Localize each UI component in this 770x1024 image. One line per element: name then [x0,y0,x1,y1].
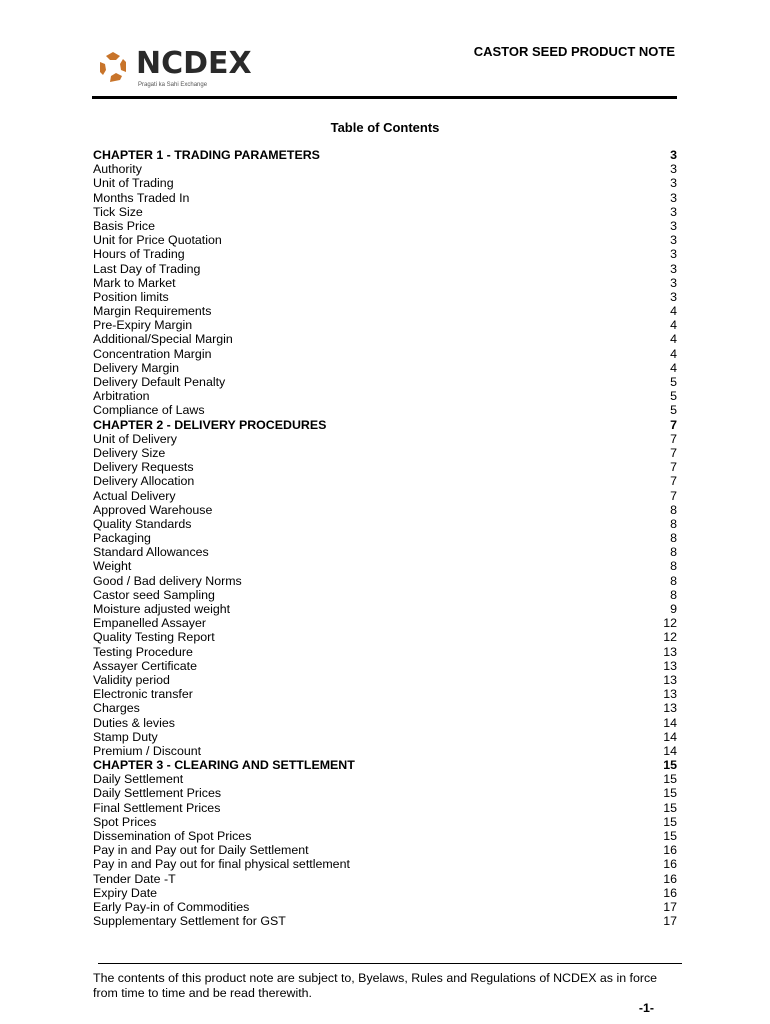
logo-tagline: Pragati ka Sahi Exchange [138,82,208,88]
toc-entry-page: 3 [670,162,677,177]
toc-entry[interactable] [93,815,677,829]
toc-entry-label: Pay in and Pay out for final physical settlement [93,857,350,872]
toc-entry[interactable] [93,219,677,233]
toc-entry[interactable] [93,857,677,871]
toc-entry-page: 3 [670,176,677,191]
toc-entry[interactable] [93,886,677,900]
toc-entry-label: Stamp Duty [93,729,158,744]
toc-entry-page: 5 [670,403,677,418]
toc-entry[interactable] [93,687,677,701]
toc-entry[interactable] [93,716,677,730]
toc-entry-page: 8 [670,545,677,560]
toc-entry-page: 4 [670,346,677,361]
toc-entry-label: Quality Testing Report [93,630,215,645]
toc-entry-page: 4 [670,360,677,375]
toc-entry[interactable] [93,900,677,914]
toc-entry[interactable] [93,332,677,346]
toc-entry-page: 15 [663,800,677,815]
toc-entry[interactable] [93,872,677,886]
toc-entry-label: Assayer Certificate [93,658,197,673]
toc-entry[interactable] [93,517,677,531]
toc-entry-page: 3 [670,261,677,276]
toc-entry-label: Castor seed Sampling [93,587,215,602]
toc-entry[interactable] [93,786,677,800]
toc-entry[interactable] [93,914,677,928]
toc-entry[interactable] [93,772,677,786]
toc-entry-page: 9 [670,602,677,616]
toc-entry-label: Pre-Expiry Margin [93,318,193,333]
toc-entry-page: 15 [663,758,677,773]
toc-entry[interactable] [93,701,677,715]
toc-entry-page: 17 [663,914,677,929]
toc-entry[interactable] [93,205,677,219]
toc-entry[interactable] [93,162,677,176]
toc-entry-label: Delivery Size [93,445,166,460]
toc-entry[interactable] [93,446,677,460]
ncdex-emblem-icon [96,50,130,84]
toc-entry-label: Unit of Trading [93,176,174,191]
toc-entry-page: 3 [670,289,677,304]
toc-entry-page: 8 [670,573,677,588]
toc-entry-page: 17 [663,899,677,914]
toc-entry[interactable] [93,588,677,602]
toc-entry-label: Last Day of Trading [93,261,201,276]
toc-entry-label: Compliance of Laws [93,403,205,418]
toc-entry-label: Electronic transfer [93,687,193,702]
toc-entry-page: 3 [670,190,677,205]
toc-entry-label: Mark to Market [93,275,176,290]
toc-entry-label: Standard Allowances [93,545,209,560]
toc-entry[interactable] [93,673,677,687]
toc-entry-label: Quality Standards [93,516,192,531]
toc-heading: Table of Contents [330,120,440,135]
toc-entry[interactable] [93,304,677,318]
toc-entry-page: 14 [663,715,677,730]
toc-entry-label: Premium / Discount [93,743,202,758]
toc-entry-page: 5 [670,389,677,404]
toc-entry-label: Concentration Margin [93,346,212,361]
toc-entry[interactable] [93,403,677,417]
toc-entry[interactable] [93,432,677,446]
toc-entry[interactable] [93,829,677,843]
toc-entry-page: 8 [670,531,677,546]
toc-entry[interactable] [93,616,677,630]
toc-entry-page: 13 [663,687,677,702]
logo-wordmark: NCDEX [136,46,252,81]
page-number: -1- [638,1001,654,1015]
toc-entry[interactable] [93,531,677,545]
toc-entry-page: 15 [663,772,677,787]
toc-entry-label: Margin Requirements [93,304,212,319]
toc-entry[interactable] [93,843,677,857]
toc-entry-label: Good / Bad delivery Norms [93,573,242,588]
toc-entry-page: 16 [663,871,677,886]
toc-entry[interactable] [93,630,677,644]
toc-entry-page: 7 [670,445,677,460]
toc-entry[interactable] [93,744,677,758]
toc-entry-page: 13 [663,672,677,687]
toc-entry-label: Supplementary Settlement for GST [93,914,286,929]
toc-entry-label: Unit for Price Quotation [93,233,222,248]
ncdex-logo [92,44,252,94]
toc-entry-page: 8 [670,516,677,531]
toc-entry-label: Weight [93,559,132,574]
toc-entry-page: 7 [670,488,677,503]
toc-entry-label: Actual Delivery [93,488,176,503]
toc-entry-page: 3 [670,218,677,233]
toc-entry[interactable] [93,318,677,332]
toc-entry-label: Validity period [93,672,170,687]
toc-entry-label: Basis Price [93,218,155,233]
toc-entry-page: 16 [663,857,677,872]
toc-entry-label: Approved Warehouse [93,502,213,517]
toc-entry-label: Duties & levies [93,715,175,730]
toc-entry-label: Tick Size [93,204,143,219]
toc-entry-page: 12 [663,616,677,631]
toc-entry[interactable] [93,801,677,815]
toc-entry-page: 15 [663,829,677,843]
toc-entry-label: Delivery Default Penalty [93,375,226,389]
toc-entry-label: Delivery Allocation [93,474,195,489]
toc-entry[interactable] [93,602,677,616]
toc-entry-label: Unit of Delivery [93,431,178,446]
toc-entry[interactable] [93,730,677,744]
toc-entry-page: 13 [663,644,677,659]
toc-entry-label: CHAPTER 1 - TRADING PARAMETERS [93,148,320,162]
toc-entry-page: 8 [670,587,677,602]
table-of-contents [93,148,677,928]
toc-entry-label: Packaging [93,531,151,546]
toc-entry-page: 4 [670,332,677,347]
toc-entry[interactable] [93,247,677,261]
footer-divider [98,963,682,964]
toc-chapter-entry[interactable] [93,148,677,162]
toc-entry[interactable] [93,489,677,503]
toc-entry-page: 12 [663,630,677,645]
toc-entry-page: 8 [670,502,677,517]
toc-entry[interactable] [93,474,677,488]
toc-entry-page: 3 [670,148,677,162]
toc-entry[interactable] [93,290,677,304]
toc-entry[interactable] [93,645,677,659]
toc-entry-label: Daily Settlement Prices [93,786,222,801]
toc-entry-page: 3 [670,247,677,262]
toc-entry[interactable] [93,545,677,559]
toc-entry-label: Testing Procedure [93,644,193,659]
toc-entry-label: Delivery Margin [93,360,180,375]
toc-entry-page: 7 [670,460,677,475]
toc-entry[interactable] [93,460,677,474]
document-title: CASTOR SEED PRODUCT NOTE [473,44,675,59]
toc-entry-page: 3 [670,233,677,248]
toc-entry-label: Charges [93,701,140,716]
toc-entry[interactable] [93,559,677,573]
toc-entry-label: Arbitration [93,389,150,404]
page-header [92,40,677,98]
toc-entry[interactable] [93,176,677,190]
toc-entry[interactable] [93,375,677,389]
toc-entry-page: 4 [670,304,677,319]
toc-entry-label: Spot Prices [93,814,157,829]
toc-entry-page: 3 [670,275,677,290]
toc-entry[interactable] [93,361,677,375]
toc-entry-page: 14 [663,729,677,744]
toc-entry-label: Expiry Date [93,885,158,900]
toc-entry-page: 15 [663,786,677,801]
toc-entry-page: 7 [670,474,677,489]
toc-entry-page: 5 [670,375,677,389]
toc-entry-label: Moisture adjusted weight [93,602,231,616]
toc-entry-label: Authority [93,162,142,177]
toc-entry-label: Additional/Special Margin [93,332,233,347]
toc-entry[interactable] [93,574,677,588]
toc-entry-page: 15 [663,814,677,829]
toc-entry-label: CHAPTER 2 - DELIVERY PROCEDURES [93,417,327,432]
toc-chapter-entry[interactable] [93,418,677,432]
toc-entry[interactable] [93,191,677,205]
toc-entry-label: CHAPTER 3 - CLEARING AND SETTLEMENT [93,758,355,773]
toc-entry-label: Empanelled Assayer [93,616,206,631]
toc-entry[interactable] [93,503,677,517]
toc-entry-page: 3 [670,204,677,219]
toc-entry-page: 14 [663,743,677,758]
toc-entry-label: Dissemination of Spot Prices [93,829,252,843]
toc-entry-page: 4 [670,318,677,333]
toc-entry[interactable] [93,347,677,361]
toc-entry[interactable] [93,276,677,290]
toc-entry[interactable] [93,659,677,673]
toc-entry-page: 7 [670,431,677,446]
toc-entry-label: Months Traded In [93,190,190,205]
toc-entry-label: Early Pay-in of Commodities [93,899,250,914]
toc-entry[interactable] [93,262,677,276]
toc-entry-page: 16 [663,885,677,900]
toc-entry-page: 13 [663,658,677,673]
header-divider [92,96,677,99]
toc-entry-label: Daily Settlement [93,772,184,787]
toc-chapter-entry[interactable] [93,758,677,772]
toc-entry-label: Hours of Trading [93,247,185,262]
toc-entry-page: 13 [663,701,677,716]
toc-entry-label: Position limits [93,289,169,304]
toc-entry-label: Tender Date -T [93,871,176,886]
toc-entry-page: 16 [663,843,677,858]
toc-entry-label: Pay in and Pay out for Daily Settlement [93,843,309,858]
toc-entry[interactable] [93,389,677,403]
toc-entry-label: Delivery Requests [93,460,194,475]
toc-entry-page: 8 [670,559,677,574]
toc-entry-page: 7 [670,417,677,432]
footer-disclaimer: The contents of this product note are subject to, Byelaws, Rules and Regulations of NCDEX as in force from time to time and be read therewith. [93,971,658,1000]
toc-entry[interactable] [93,233,677,247]
toc-entry-label: Final Settlement Prices [93,800,221,815]
